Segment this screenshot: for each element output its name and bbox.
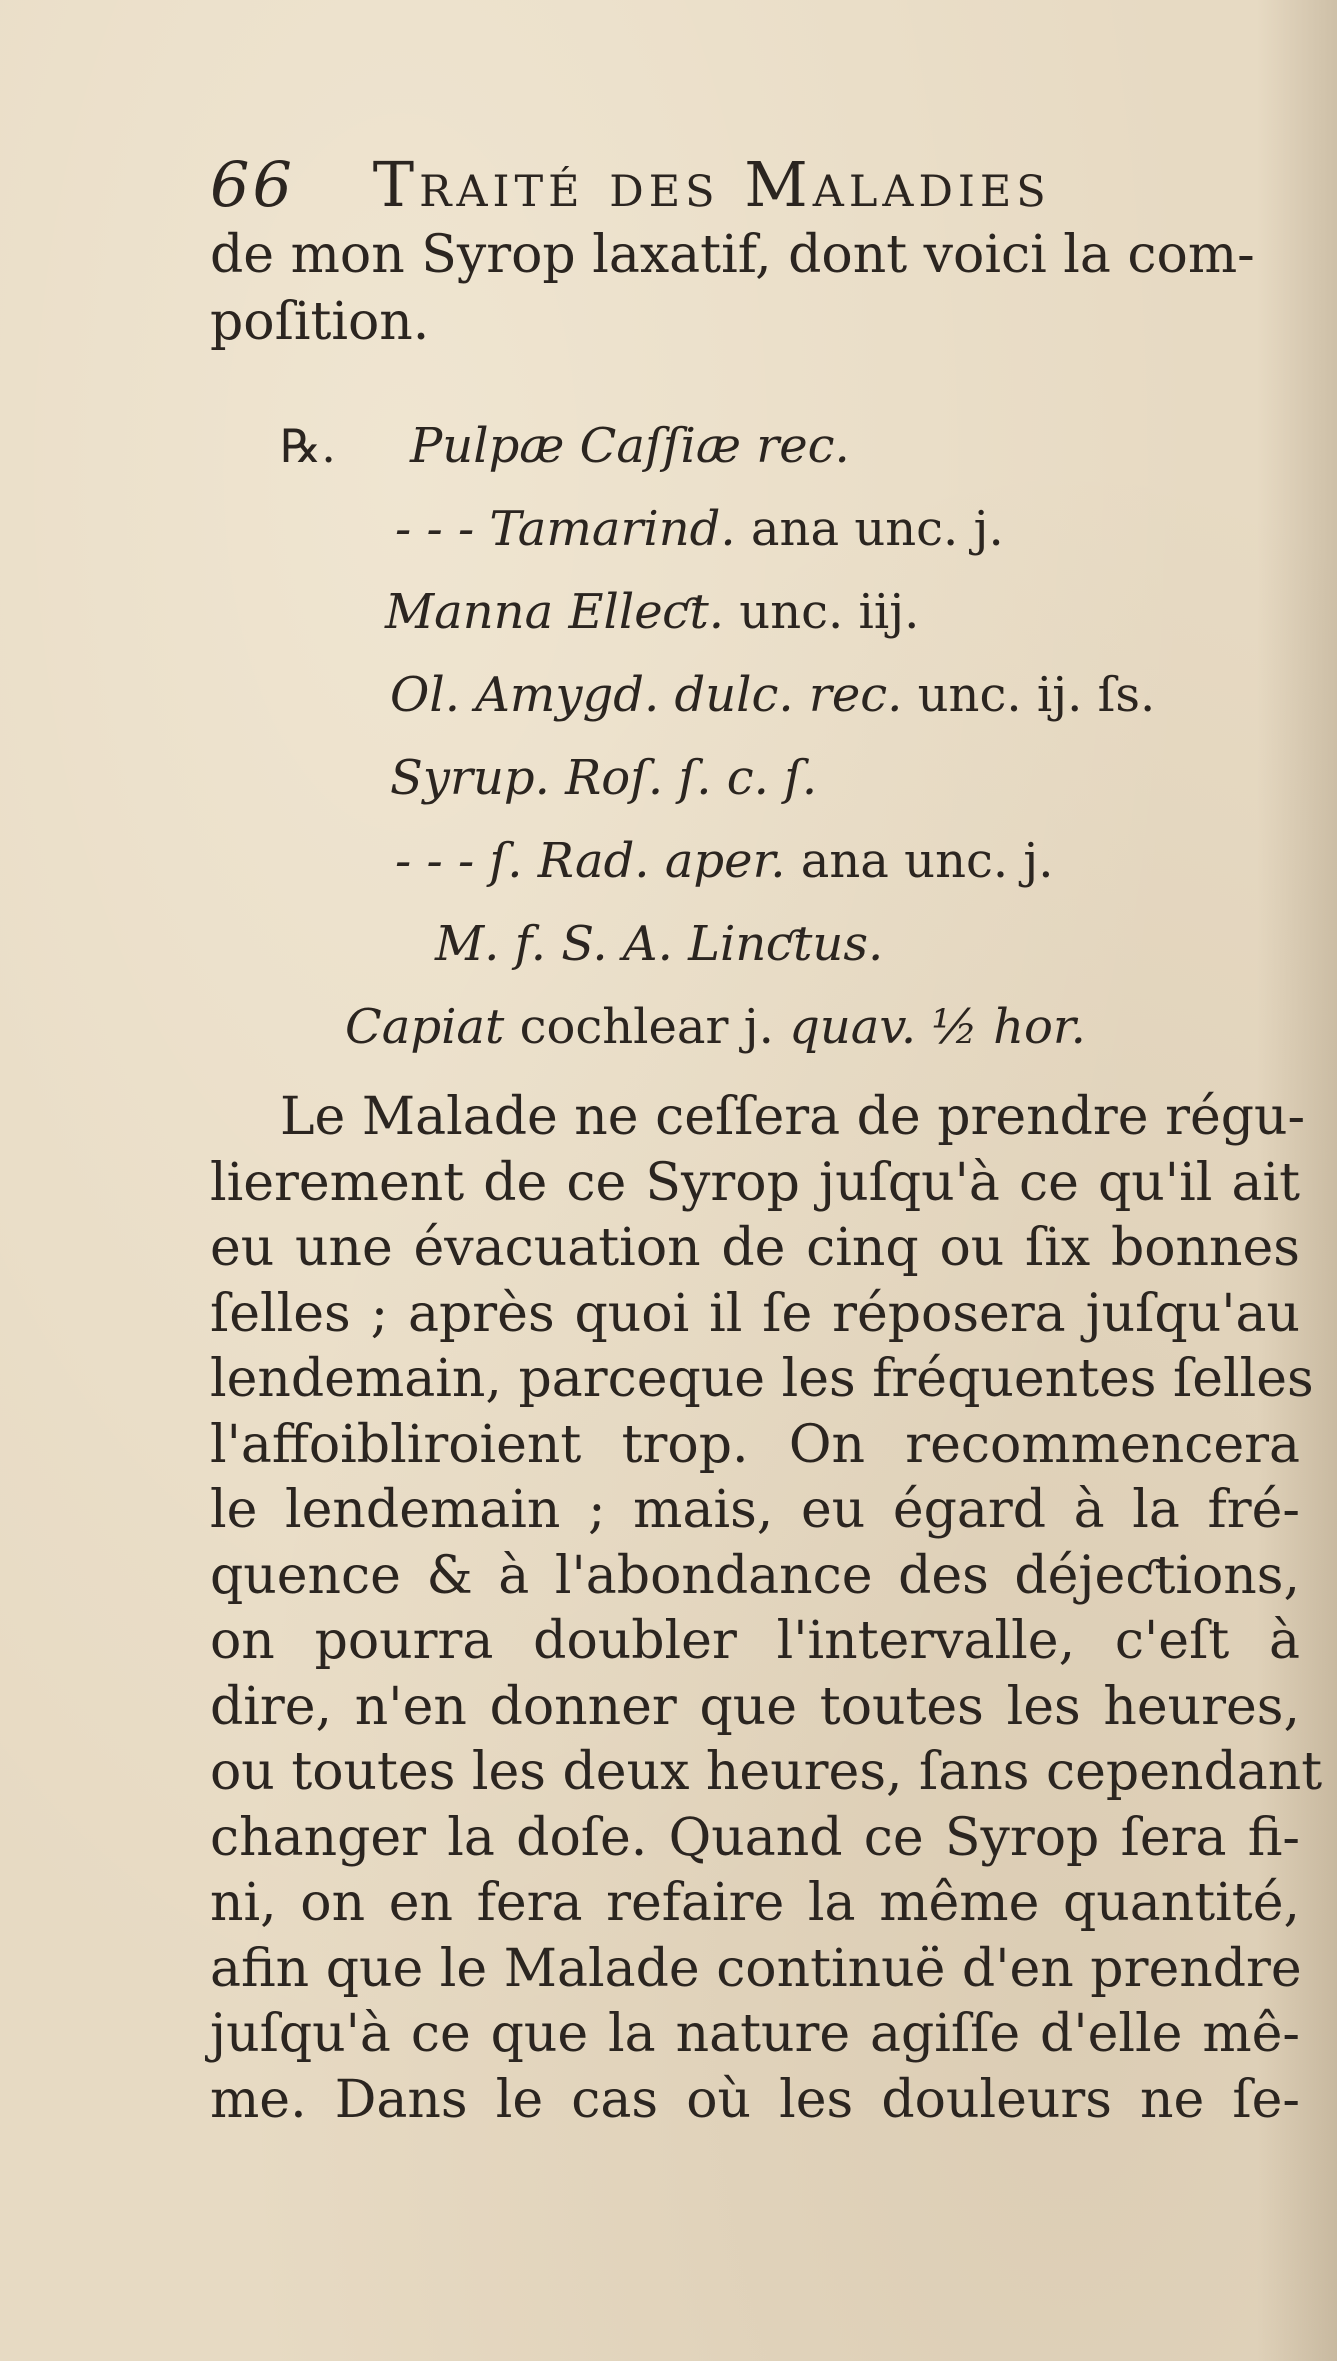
body-line: me. Dans le cas où les douleurs ne ſe- xyxy=(210,2069,1300,2130)
rx-ingredient: Pulpæ Caſſiæ rec. xyxy=(410,418,850,474)
rx-ingredient: - - - Tamarind. xyxy=(395,501,736,557)
rx-timing: quav. ½ hor. xyxy=(789,999,1086,1055)
body-line: changer la doſe. Quand ce Syrop ſera fi- xyxy=(210,1807,1300,1868)
rx-line-6 xyxy=(260,820,1280,903)
rx-line-5 xyxy=(260,737,1280,820)
rx-dose: cochlear j. xyxy=(504,999,790,1055)
rx-instruction: Capiat xyxy=(345,999,505,1055)
intro-line-2: poſition. xyxy=(210,292,430,352)
rx-instruction: M. f. S. A. Linƈtus. xyxy=(435,916,884,972)
body-line: dire, n'en donner que toutes les heures, xyxy=(210,1676,1300,1737)
body-line: afin que le Malade continuë d'en prendre xyxy=(210,1938,1302,1999)
rx-ingredient: Manna Elleƈt. xyxy=(385,584,725,640)
body-line: lendemain, parceque les fréquentes ſelles xyxy=(210,1349,1314,1409)
rx-ingredient: Ol. Amygd. dulc. rec. xyxy=(390,667,903,723)
body-line: juſqu'à ce que la nature agiſſe d'elle mê- xyxy=(210,2004,1300,2064)
recipe-symbol: ℞. xyxy=(280,419,336,473)
rx-line-2 xyxy=(260,488,1280,571)
body-line: eu une évacuation de cinq ou ſix bonnes xyxy=(210,1218,1300,1278)
body-line: le lendemain ; mais, eu égard à la fré- xyxy=(210,1480,1300,1540)
body-line: quence & à l'abondance des déjeƈtions, xyxy=(210,1545,1300,1606)
body-line: ni, on en fera refaire la même quantité, xyxy=(210,1873,1300,1933)
rx-dose: unc. ij. ſs. xyxy=(902,667,1156,723)
rx-ingredient: Syrup. Roſ. ſ. c. ſ. xyxy=(390,750,818,806)
prescription-recipe xyxy=(260,405,1280,1069)
body-line: ſelles ; après quoi il ſe réposera juſqu'au xyxy=(210,1283,1300,1344)
intro-line-1: de mon Syrop laxatif, dont voici la com- xyxy=(210,225,1255,285)
body-line: l'affoibliroient trop. On recommencera xyxy=(210,1414,1300,1475)
rx-ingredient: - - - ſ. Rad. aper. xyxy=(395,833,786,889)
rx-line-3 xyxy=(260,571,1280,654)
running-title: Traité des Maladies xyxy=(372,148,1051,221)
rx-line-8 xyxy=(260,986,1280,1069)
body-paragraph xyxy=(210,1085,1323,2133)
rx-line-4 xyxy=(260,654,1280,737)
running-head xyxy=(210,140,1270,230)
body-line: lierement de ce Syrop juſqu'à ce qu'il ait xyxy=(210,1152,1300,1213)
rx-dose: unc. iij. xyxy=(724,584,920,640)
rx-dose: ana unc. j. xyxy=(735,501,1004,557)
page-number: 66 xyxy=(210,148,295,221)
rx-dose: ana unc. j. xyxy=(785,833,1054,889)
rx-line-1 xyxy=(260,405,1280,488)
body-line: on pourra doubler l'intervalle, c'eſt à xyxy=(210,1611,1300,1671)
rx-line-7 xyxy=(260,903,1280,986)
body-line: Le Malade ne ceſſera de prendre régu- xyxy=(280,1087,1306,1147)
intro-paragraph xyxy=(210,222,1280,356)
body-line: ou toutes les deux heures, ſans cependant xyxy=(210,1742,1323,1802)
